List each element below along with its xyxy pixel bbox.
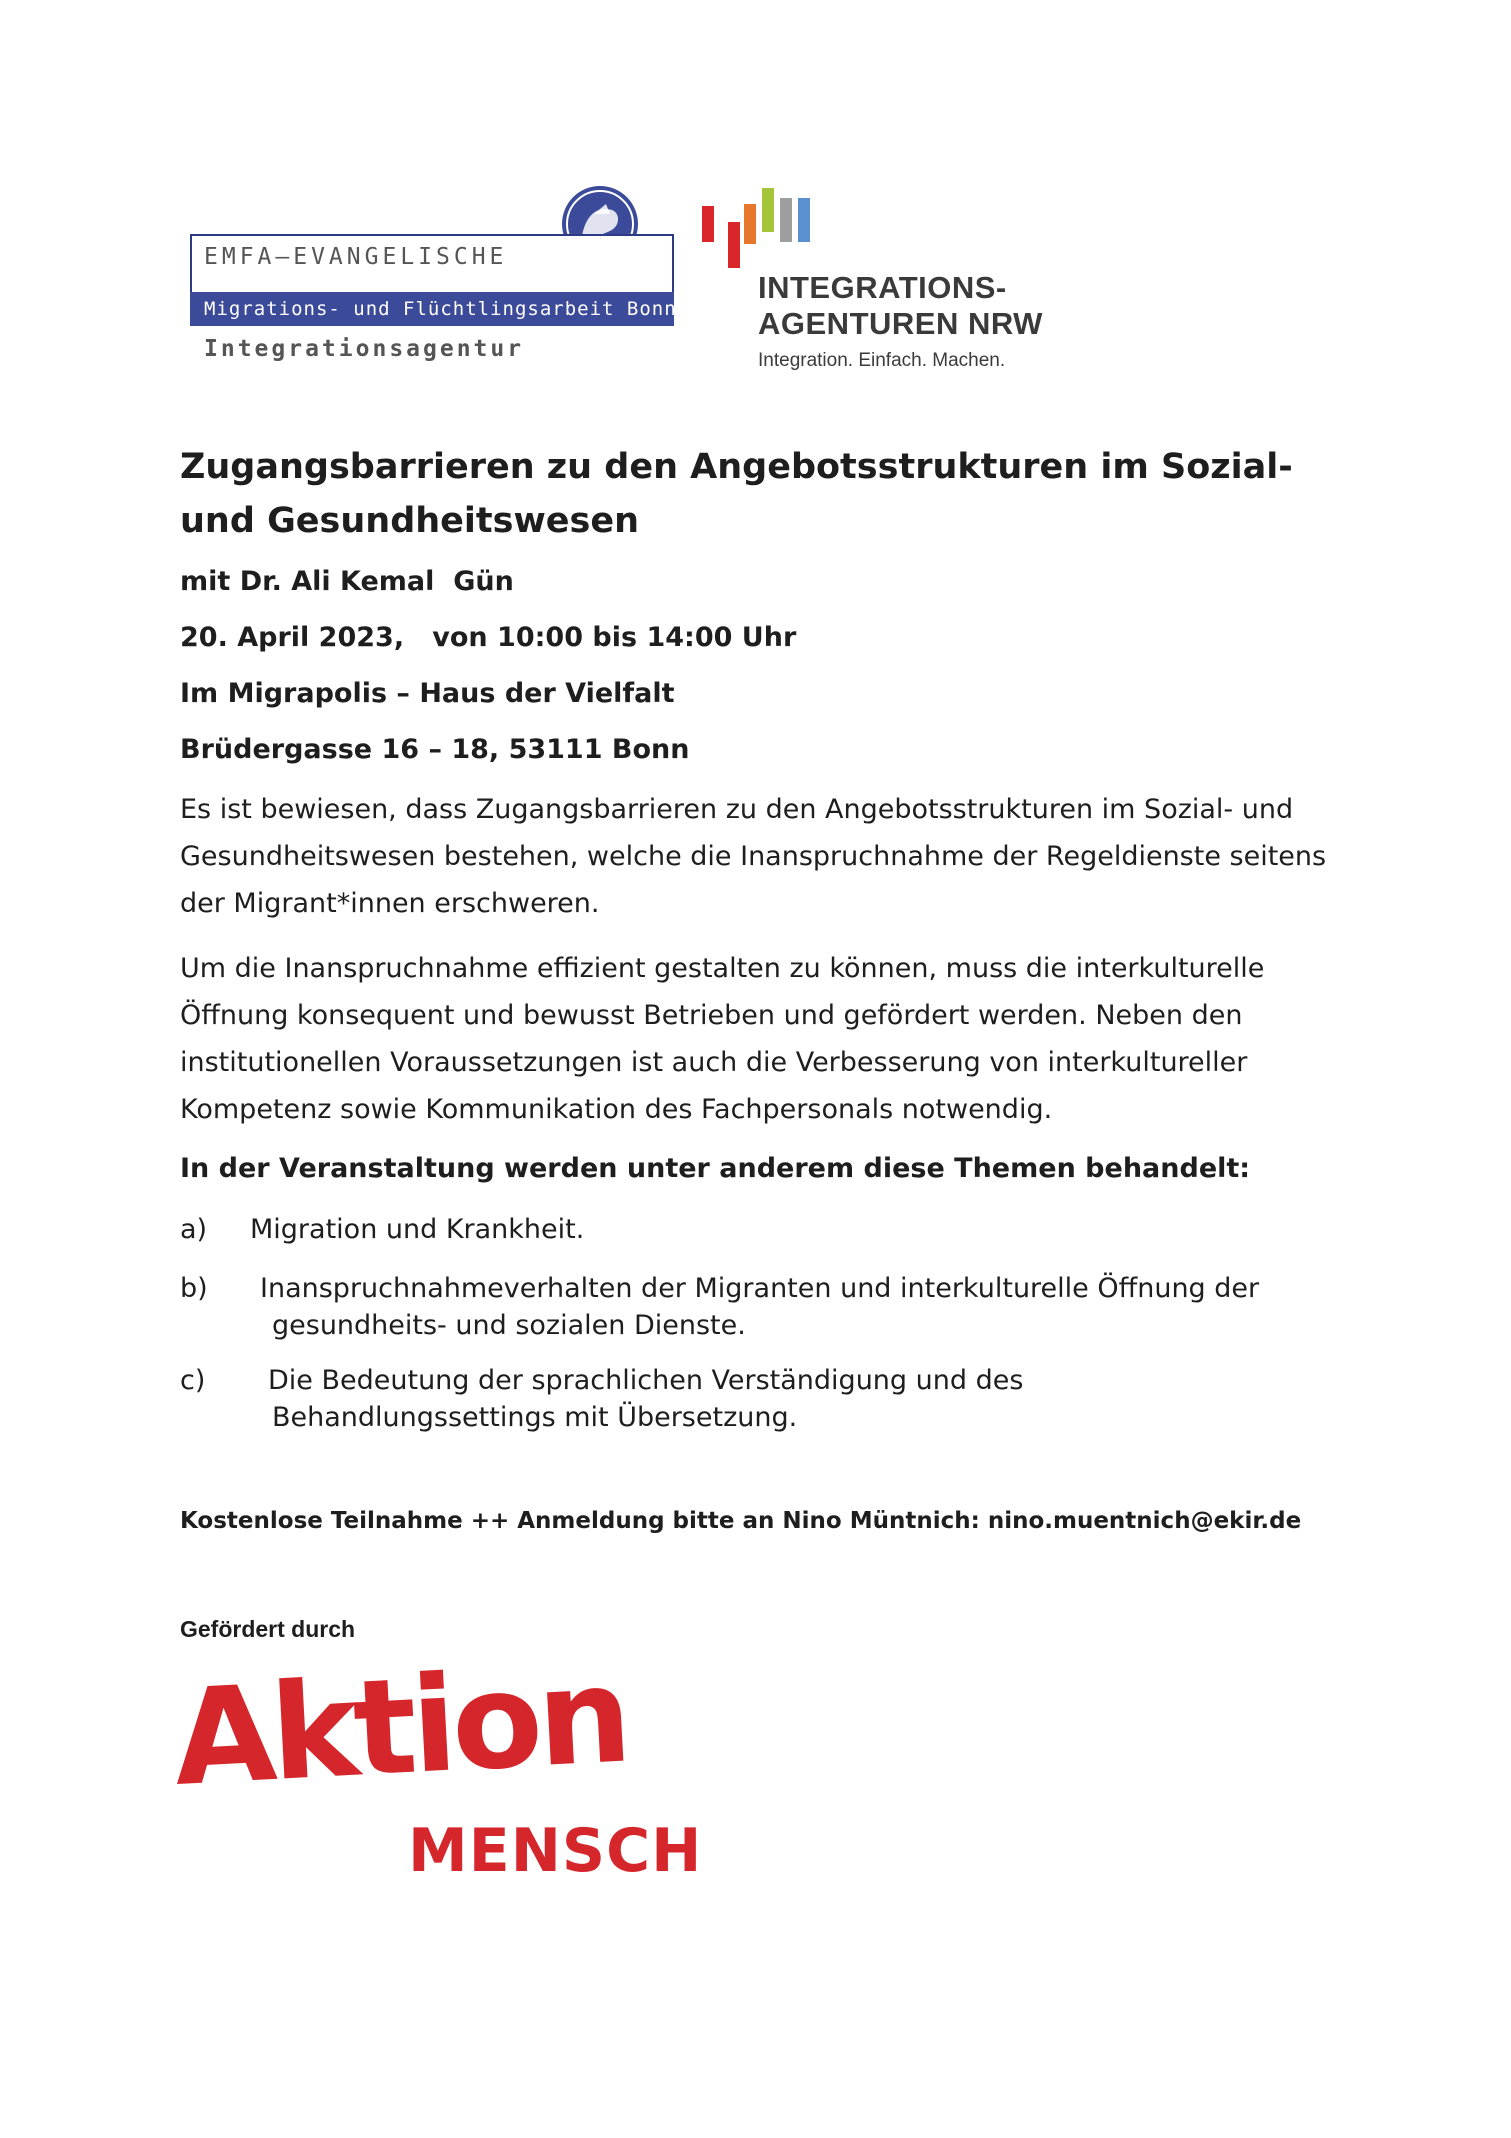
funded-by-label: Gefördert durch	[180, 1616, 356, 1642]
bar-grey	[780, 198, 792, 242]
list-item-text: Inanspruchnahmeverhalten der Migranten und interkulturelle Öffnung der	[260, 1273, 1260, 1304]
ia-slogan: Integration. Einfach. Machen.	[758, 350, 1006, 371]
event-address: Brüdergasse 16 – 18, 53111 Bonn	[180, 734, 690, 765]
list-item-text: Die Bedeutung der sprachlichen Verständigung und des	[268, 1365, 1024, 1396]
event-date-time: 20. April 2023, von 10:00 bis 14:00 Uhr	[180, 622, 797, 653]
bar-red	[702, 206, 714, 242]
themes-heading: In der Veranstaltung werden unter anderem diese Themen behandelt:	[180, 1153, 1251, 1184]
event-title: Zugangsbarrieren zu den Angebotsstrukturen im Sozial- und Gesundheitswesen	[180, 447, 1293, 541]
integration-bars-icon	[700, 184, 830, 274]
emfa-logo	[190, 184, 680, 374]
list-item-letter: c)	[180, 1365, 206, 1396]
list-item-text-cont: Behandlungssettings mit Übersetzung.	[272, 1402, 798, 1433]
emfa-title: EMFA–EVANGELISCHE	[204, 244, 508, 270]
emfa-band: Migrations- und Flüchtlingsarbeit Bonn	[190, 292, 674, 326]
emfa-subtitle: Integrationsagentur	[204, 336, 525, 362]
bar-red-low	[728, 222, 740, 268]
bar-green	[762, 188, 774, 232]
integrationsagenturen-logo	[700, 184, 1070, 384]
list-item-text: Migration und Krankheit.	[250, 1214, 585, 1245]
contact-line: Kostenlose Teilnahme ++ Anmeldung bitte an Nino Müntnich: nino.muentnich@ekir.de	[180, 1508, 1302, 1534]
aktion-mensch-logo	[169, 1638, 723, 1896]
event-venue: Im Migrapolis – Haus der Vielfalt	[180, 678, 675, 709]
bar-orange-mid	[744, 204, 756, 244]
event-speaker: mit Dr. Ali Kemal Gün	[180, 566, 514, 597]
list-item-text-cont: gesundheits- und sozialen Dienste.	[272, 1310, 746, 1341]
paragraph-1: Es ist bewiesen, dass Zugangsbarrieren zu den Angebotsstrukturen im Sozial- und Gesundheitswesen bestehen, welche die Inanspruchnahme der Regeldienste seitens der Migrant*innen erschweren.	[180, 794, 1327, 919]
paragraph-2: Um die Inanspruchnahme effizient gestalten zu können, muss die interkulturelle Öffnung konsequent und bewusst Betrieben und gefördert werden. Neben den institutionellen Voraussetzungen ist auch die Verbesserung von interkultureller Kompetenz sowie Kommunikation des Fachpersonals notwendig.	[180, 953, 1265, 1125]
aktion-wordmark: Aktion	[169, 1638, 631, 1816]
list-item-letter: b)	[180, 1273, 208, 1304]
mensch-wordmark: MENSCH	[408, 1816, 703, 1886]
ia-line1: INTEGRATIONS-	[758, 270, 1007, 305]
ia-line2: AGENTUREN NRW	[758, 306, 1043, 341]
bar-blue	[798, 198, 810, 242]
list-item-letter: a)	[180, 1214, 208, 1245]
